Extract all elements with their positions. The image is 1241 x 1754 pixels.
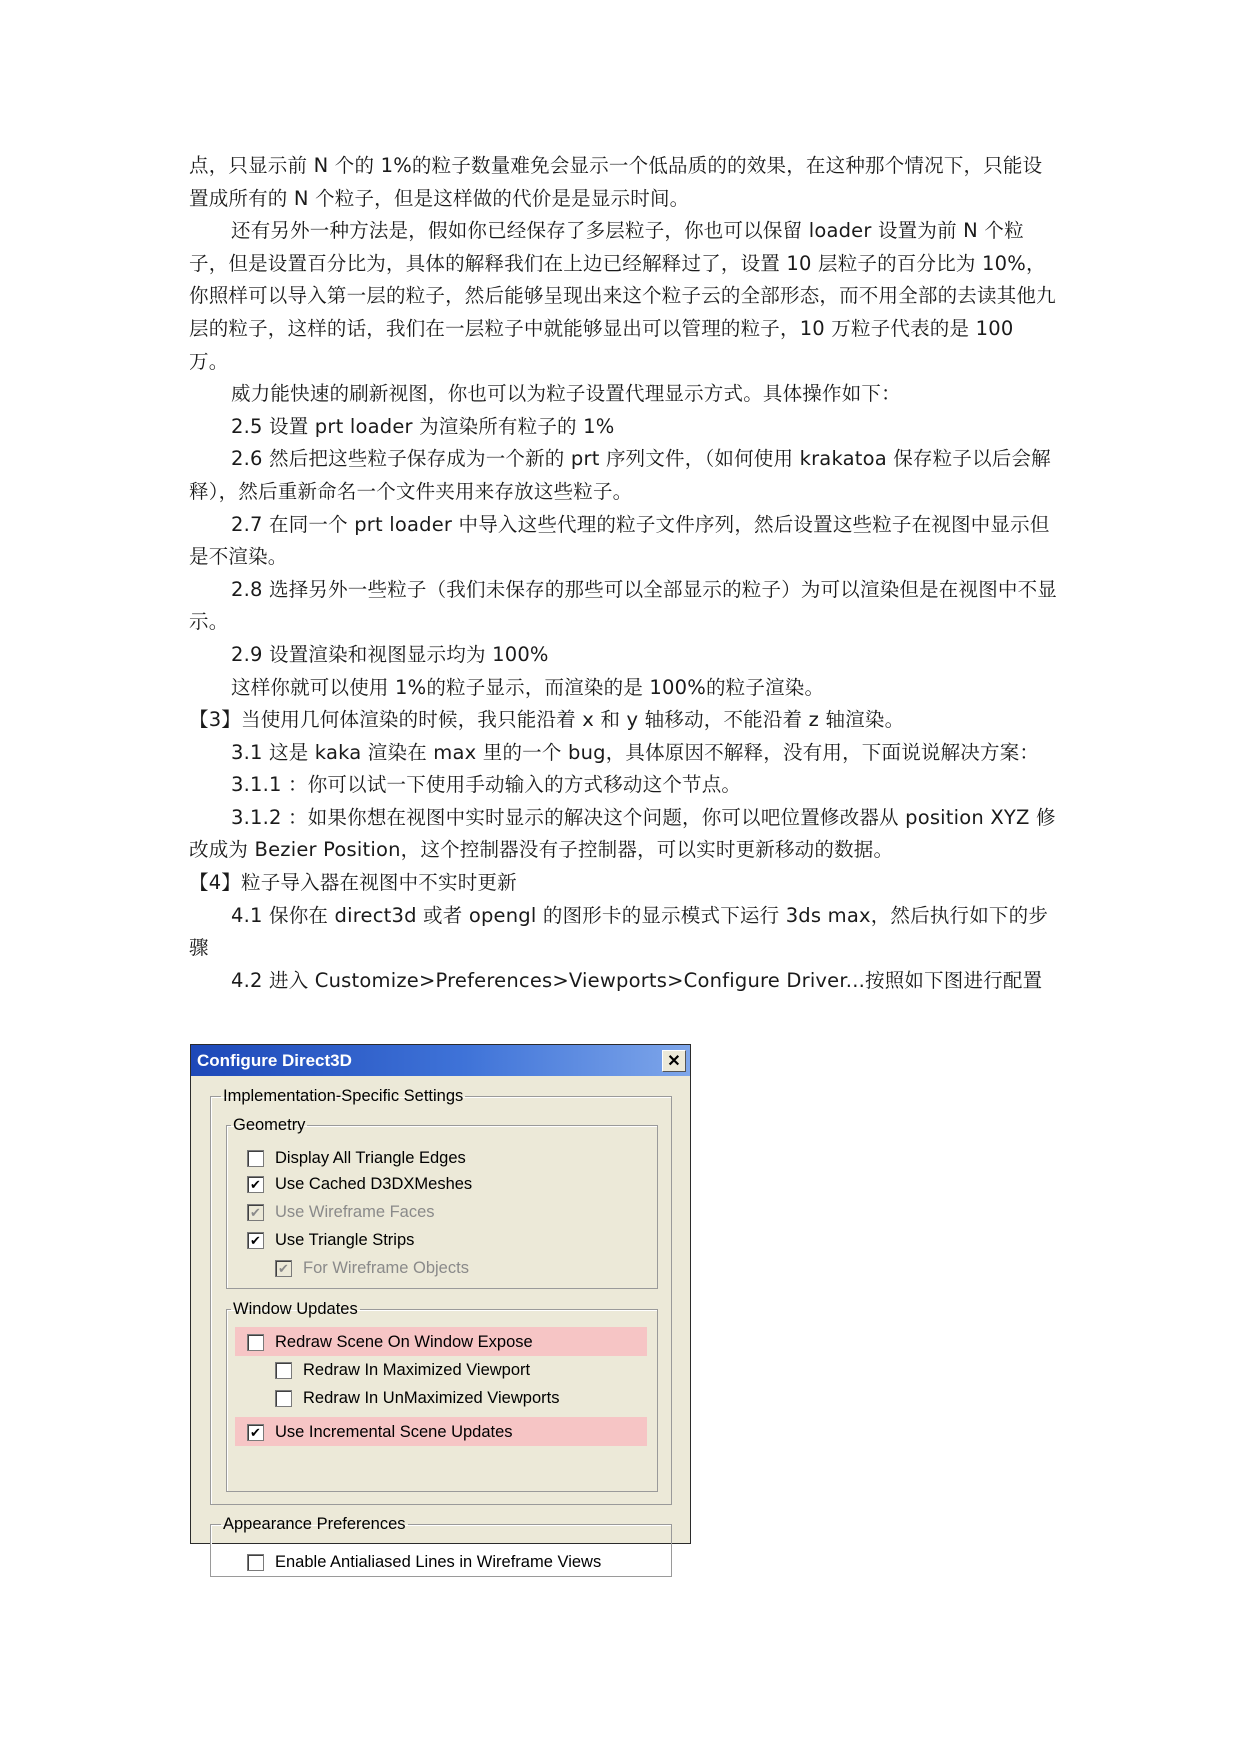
window-updates-legend: Window Updates (233, 1300, 358, 1318)
checkbox-box[interactable] (247, 1334, 264, 1351)
dialog-title: Configure Direct3D (197, 1050, 352, 1070)
use-cached-d3dxmeshes-checkbox[interactable] (247, 1175, 472, 1194)
enable-antialiased-lines-checkbox[interactable] (247, 1553, 601, 1572)
paragraph: 2.5 设置 prt loader 为渲染所有粒子的 1% (231, 414, 615, 438)
paragraph: 2.7 在同一个 prt loader 中导入这些代理的粒子文件序列，然后设置这些粒子在视图中显示但是不渲染。 (189, 512, 1050, 569)
checkbox-box[interactable] (275, 1390, 292, 1407)
checkbox-label: Enable Antialiased Lines in Wireframe Views (275, 1553, 602, 1571)
section-heading: 【3】当使用几何体渲染的时候，我只能沿着 x 和 y 轴移动，不能沿着 z 轴渲染。 (189, 708, 905, 732)
geometry-legend: Geometry (233, 1116, 306, 1134)
paragraph: 2.8 选择另外一些粒子（我们未保存的那些可以全部显示的粒子）为可以渲染但是在视图中不显示。 (189, 577, 1058, 634)
paragraph: 威力能快速的刷新视图，你也可以为粒子设置代理显示方式。具体操作如下： (231, 382, 901, 406)
checkbox-label: Use Incremental Scene Updates (275, 1423, 513, 1441)
redraw-scene-on-window-expose-checkbox[interactable] (247, 1333, 533, 1352)
use-wireframe-faces-checkbox (247, 1203, 435, 1222)
paragraph: 3.1 这是 kaka 渲染在 max 里的一个 bug，具体原因不解释，没有用，下面说说解决方案： (231, 740, 1040, 764)
checkbox-label: Redraw In UnMaximized Viewports (303, 1389, 560, 1407)
checkbox-label: Use Cached D3DXMeshes (275, 1175, 473, 1193)
for-wireframe-objects-checkbox (275, 1259, 469, 1278)
redraw-in-maximized-viewport-checkbox[interactable] (275, 1361, 530, 1380)
checkbox-label: Redraw In Maximized Viewport (303, 1361, 531, 1379)
checkbox-label: For Wireframe Objects (303, 1259, 469, 1277)
close-icon[interactable]: ✕ (662, 1050, 686, 1072)
paragraph: 点，只显示前 N 个的 1%的粒子数量难免会显示一个低品质的的效果，在这种那个情况下，只能设置成所有的 N 个粒子，但是这样做的代价是是显示时间。 (189, 154, 1043, 210)
checkbox-box[interactable] (247, 1150, 264, 1167)
display-all-triangle-edges-checkbox[interactable] (247, 1149, 466, 1168)
use-triangle-strips-checkbox[interactable] (247, 1231, 414, 1250)
appearance-legend: Appearance Preferences (223, 1515, 406, 1533)
paragraph: 4.1 保你在 direct3d 或者 opengl 的图形卡的显示模式下运行 3ds max，然后执行如下的步骤 (189, 903, 1049, 960)
paragraph: 还有另外一种方法是，假如你已经保存了多层粒子，你也可以保留 loader 设置为前 N 个粒子，但是设置百分比为，具体的解释我们在上边已经解释过了，设置 10 层粒子的百分比为 10%，你照样可以导入第一层的粒子，然后能够呈现出来这个粒子云的全部形态，而不用全部的去读其他九层的粒子，这样的话，我们在一层粒子中就能够显出可以管理的粒子，10 万粒子代表的是 100 万。 (189, 219, 1056, 373)
paragraph: 3.1.1 ：你可以试一下使用手动输入的方式移动这个节点。 (231, 773, 742, 797)
checkbox-box[interactable] (247, 1176, 264, 1193)
paragraph: 2.6 然后把这些粒子保存成为一个新的 prt 序列文件，（如何使用 krakatoa 保存粒子以后会解释），然后重新命名一个文件夹用来存放这些粒子。 (189, 447, 1051, 503)
redraw-in-unmaximized-viewports-checkbox[interactable] (275, 1389, 559, 1408)
checkbox-box[interactable] (275, 1362, 292, 1379)
paragraph: 这样你就可以使用 1%的粒子显示，而渲染的是 100%的粒子渲染。 (231, 675, 825, 699)
checkbox-label: Redraw Scene On Window Expose (275, 1333, 533, 1351)
implementation-legend: Implementation-Specific Settings (223, 1087, 464, 1105)
paragraph: 2.9 设置渲染和视图显示均为 100% (231, 642, 549, 666)
checkbox-box[interactable] (247, 1424, 264, 1441)
document-body (189, 150, 1059, 997)
section-heading: 【4】粒子导入器在视图中不实时更新 (189, 871, 517, 895)
configure-direct3d-dialog (190, 1044, 691, 1571)
paragraph: 3.1.2 ：如果你想在视图中实时显示的解决这个问题，你可以吧位置修改器从 position XYZ 修改成为 Bezier Position，这个控制器没有子控制器，可以实时更新移动的数据。 (189, 805, 1056, 862)
checkbox-label: Use Triangle Strips (275, 1231, 415, 1249)
use-incremental-scene-updates-checkbox[interactable] (247, 1423, 513, 1442)
dialog-titlebar[interactable] (191, 1045, 690, 1076)
checkbox-box[interactable] (247, 1232, 264, 1249)
checkbox-box (247, 1204, 264, 1221)
checkbox-box (275, 1260, 292, 1277)
paragraph: 4.2 进入 Customize>Preferences>Viewports>Configure Driver...按照如下图进行配置 (231, 968, 1043, 992)
checkbox-label: Use Wireframe Faces (275, 1203, 435, 1221)
checkbox-label: Display All Triangle Edges (275, 1149, 466, 1167)
checkbox-box[interactable] (247, 1554, 264, 1571)
